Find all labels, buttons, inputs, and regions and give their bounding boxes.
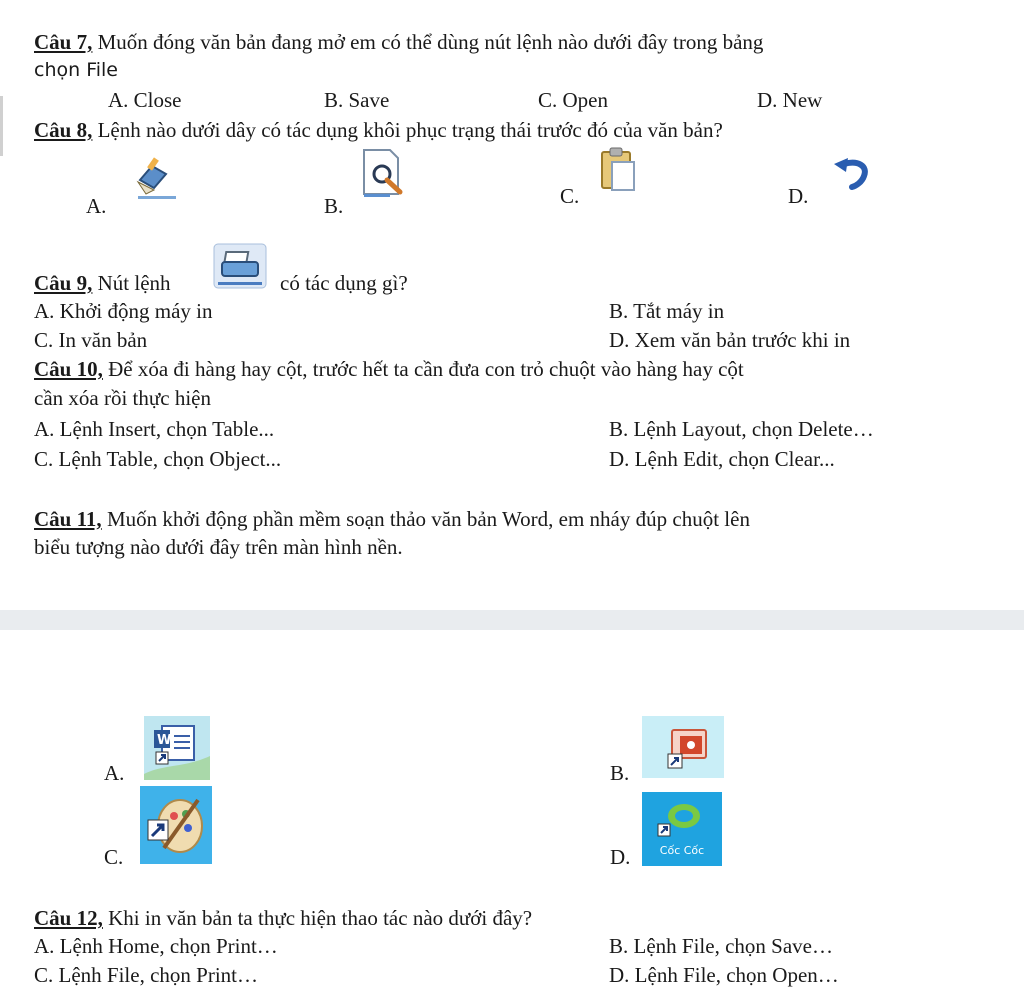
- q10-text: Để xóa đi hàng hay cột, trước hết ta cần đưa con trỏ chuột vào hàng hay cột: [102, 357, 744, 381]
- format-painter-icon: [124, 152, 186, 204]
- q12-text: Khi in văn bản ta thực hiện thao tác nào dưới đây?: [102, 906, 533, 930]
- q10-option-d: D. Lệnh Edit, chọn Clear...: [609, 447, 835, 471]
- q11-text: Muốn khởi động phần mềm soạn thảo văn bản Word, em nháy đúp chuột lên: [101, 507, 750, 531]
- q11-option-a-letter: A.: [104, 761, 125, 785]
- paste-icon: [598, 146, 638, 194]
- q11-stem: [34, 506, 750, 532]
- q8-text: Lệnh nào dưới dây có tác dụng khôi phục trạng thái trước đó của văn bản?: [92, 118, 723, 142]
- undo-icon: [830, 156, 872, 190]
- print-preview-icon: [360, 146, 410, 202]
- q12-stem: [34, 905, 532, 931]
- q10-stem: [34, 356, 744, 382]
- q9-option-d: D. Xem văn bản trước khi in: [609, 328, 851, 352]
- q9-option-c: C. In văn bản: [34, 328, 148, 352]
- q9-pre: Nút lệnh: [92, 271, 171, 295]
- q8-option-a-letter: A.: [86, 194, 107, 218]
- q9-option-a: A. Khởi động máy in: [34, 299, 213, 323]
- q11-text-cont: biểu tượng nào dưới đây trên màn hình nền.: [34, 535, 403, 559]
- q9-post: có tác dụng gì?: [280, 271, 408, 295]
- q8-number: Câu 8,: [34, 118, 93, 142]
- q7-option-c: C. Open: [538, 88, 608, 112]
- word-shortcut-icon: [144, 716, 210, 780]
- q10-text-cont: cần xóa rồi thực hiện: [34, 386, 211, 410]
- q7-stem: [34, 29, 763, 55]
- q7-number: Câu 7,: [34, 30, 93, 54]
- q12-option-d: D. Lệnh File, chọn Open…: [609, 963, 839, 987]
- q8-option-d-letter: D.: [788, 184, 809, 208]
- q11-number: Câu 11,: [34, 507, 102, 531]
- q10-number: Câu 10,: [34, 357, 103, 381]
- q10-option-c: C. Lệnh Table, chọn Object...: [34, 447, 282, 471]
- printer-icon: [212, 242, 268, 290]
- q12-option-a: A. Lệnh Home, chọn Print…: [34, 934, 278, 958]
- q8-option-b-letter: B.: [324, 194, 344, 218]
- coccoc-shortcut-icon: [642, 792, 722, 866]
- q9-option-b: B. Tắt máy in: [609, 299, 725, 323]
- q9-stem: [34, 270, 171, 296]
- q7-text-cont: chọn File: [34, 59, 118, 81]
- q12-number: Câu 12,: [34, 906, 103, 930]
- powerpoint-shortcut-icon: [642, 716, 724, 778]
- page-gap: [0, 610, 1024, 630]
- svg-text:W: W: [157, 733, 172, 748]
- coccoc-logo-graphic: [642, 792, 722, 844]
- q11-option-c-letter: C.: [104, 845, 124, 869]
- q7-option-a: A. Close: [108, 88, 182, 112]
- q12-option-b: B. Lệnh File, chọn Save…: [609, 934, 833, 958]
- q11-option-b-letter: B.: [610, 761, 630, 785]
- q8-stem: [34, 117, 723, 143]
- paint-shortcut-icon: [140, 786, 212, 864]
- q7-option-b: B. Save: [324, 88, 390, 112]
- q7-option-d: D. New: [757, 88, 823, 112]
- q8-option-c-letter: C.: [560, 184, 580, 208]
- q11-option-d-letter: D.: [610, 845, 631, 869]
- q7-text: Muốn đóng văn bản đang mở em có thể dùng nút lệnh nào dưới đây trong bảng: [92, 30, 764, 54]
- q10-option-b: B. Lệnh Layout, chọn Delete…: [609, 417, 874, 441]
- q10-option-a: A. Lệnh Insert, chọn Table...: [34, 417, 275, 441]
- coccoc-label: Cốc Cốc: [659, 844, 705, 857]
- page-edge-mark: [0, 96, 3, 156]
- q9-number: Câu 9,: [34, 271, 93, 295]
- q12-option-c: C. Lệnh File, chọn Print…: [34, 963, 258, 987]
